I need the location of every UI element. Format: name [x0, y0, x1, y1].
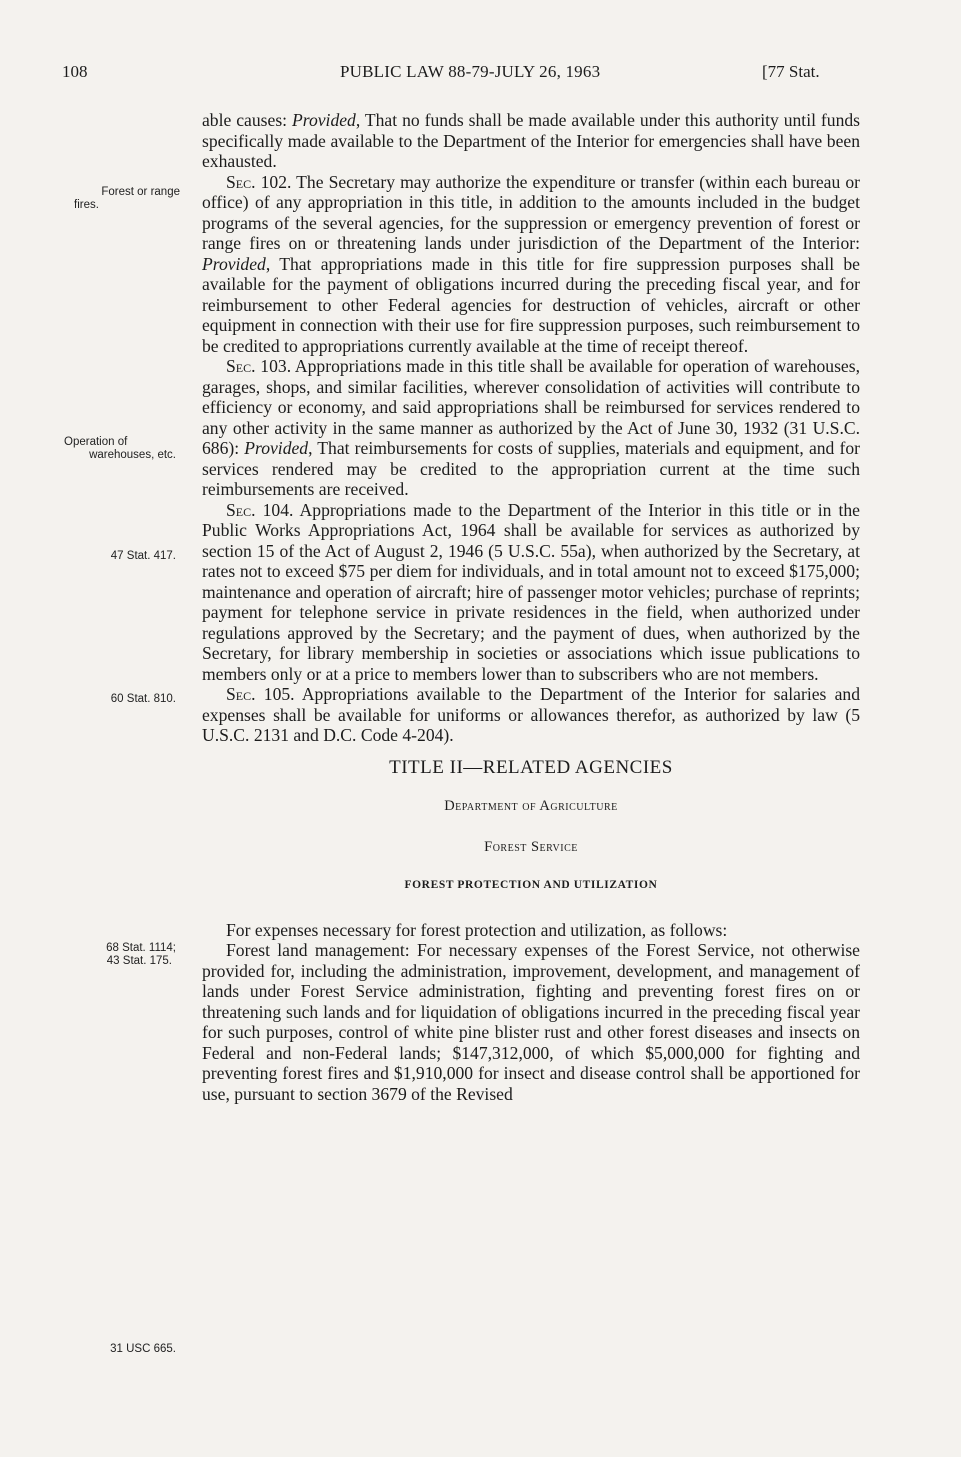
margin-note-47-stat: 47 Stat. 417. — [110, 550, 176, 562]
text: 104. Appropriations made to the Department of the Interior in this title or in the Public Works Appropriations Act, 1964 shall be available for services as authorized by section 15 of the Act of August 2, 1946 (5 U.S.C. 55a), when authorized by the Secretary, at rates not to exceed $75 per diem for individuals, and in total amount not to exceed $175,000; maintenance and operation of aircraft; hire of passenger motor vehicles; purchase of reprints; payment for telephone service in private residences in the field, when authorized under regulations approved by the Secretary; and the payment of dues, when authorized by the Secretary, for library membership in societies or associations which issue publications to members only or at a price to members lower than to subscribers who are not members. — [202, 499, 860, 684]
margin-note-line: Forest or range — [101, 186, 180, 198]
service-heading: Forest Service — [484, 838, 578, 855]
running-title: PUBLIC LAW 88-79-JULY 26, 1963 — [340, 62, 601, 81]
section-label: Sec. — [226, 499, 256, 520]
margin-note-68-stat — [16, 942, 176, 968]
paragraph-expenses: For expenses necessary for forest protection and utilization, as follows: — [226, 919, 728, 940]
page-header — [0, 62, 961, 88]
margin-note-60-stat: 60 Stat. 810. — [110, 693, 176, 705]
paragraph-forest-land-management: Forest land management: For necessary expenses of the Forest Service, not otherwise provided for, including the administration, improvement, development, and management of lands under Forest Service administration, fighting and preventing forest fires on or threatening such lands and for liquidation of obligations incurred in the preceding fiscal year for such purposes, control of white pine blister rust and other forest diseases and insects on Federal and non-Federal lands; $147,312,000, of which $5,000,000 for fighting and preventing forest fires and $1,910,000 for insect and disease control shall be apportioned for use, pursuant to section 3679 of the Revised — [202, 940, 860, 1104]
text: able causes: — [202, 110, 293, 130]
margin-note-line: 68 Stat. 1114; — [106, 942, 176, 954]
italic-text: Provided — [292, 110, 356, 130]
section-104 — [202, 500, 860, 685]
margin-note-line: warehouses, etc. — [89, 449, 176, 461]
subheading: FOREST PROTECTION AND UTILIZATION — [404, 879, 658, 891]
statute-reference: [77 Stat. — [762, 62, 820, 81]
section-label: Sec. — [226, 684, 256, 704]
paragraph-continuation — [202, 110, 860, 172]
page-number: 108 — [62, 62, 88, 81]
text: 102. The Secretary may authorize the expenditure or transfer (within each bureau or office) of any appropriation in this title, in addition to the amounts included in the budget programs of the several agencies, for the suppression or emergency prevention of forest or range fires on or threatening lands under jurisdiction of the Department of the Interior: — [202, 171, 860, 253]
text: , That appropriations made in this title for fire suppression purposes shall be available for the payment of obligations incurred during the preceding fiscal year, and for reimbursement to other Federal agencies for destruction of vehicles, aircraft or other equipment in connection with their use for fire suppression purposes, such reimbursement to be credited to appropriations currently available at the time of receipt thereof. — [202, 253, 860, 356]
section-label: Sec. — [226, 171, 256, 192]
margin-note-31-usc: 31 USC 665. — [110, 1343, 176, 1355]
section-105 — [202, 684, 860, 746]
margin-note-line: 43 Stat. 175. — [106, 955, 172, 967]
margin-note-line: fires. — [74, 199, 99, 211]
text: 103. Appropriations made in this title shall be available for operation of warehouses, garages, shops, and similar facilities, wherever consolidation of activities will contribute to efficiency or economy, and said appropriations shall be reimbursed for services rendered to any other activity in the same manner as authorized by the Act of June 30, 1932 (31 U.S.C. 686): — [202, 356, 860, 458]
margin-note-warehouses — [16, 436, 176, 462]
text: , That no funds shall be made available under this authority until funds specifically made available to the Department of the Interior for emergencies shall have been exhausted. — [202, 110, 861, 171]
title-heading: TITLE II—RELATED AGENCIES — [389, 756, 673, 778]
section-102 — [202, 172, 860, 357]
section-label: Sec. — [226, 356, 256, 376]
department-heading: Department of Agriculture — [444, 798, 618, 814]
text: , That reimbursements for costs of supplies, materials and equipment, and for services rendered may be credited to the appropriation current at the time such reimbursements are received. — [202, 438, 860, 499]
document-body — [202, 110, 860, 1104]
margin-note-line: Operation of — [64, 436, 128, 448]
section-103 — [202, 356, 860, 500]
text: 105. Appropriations available to the Department of the Interior for salaries and expenses shall be available for uniforms or allowances therefor, as authorized by law (5 U.S.C. 2131 and D.C. Code 4-204). — [202, 684, 860, 745]
italic-text: Provided — [244, 438, 309, 458]
italic-text: Provided — [202, 253, 266, 274]
margin-note-forest-fires — [20, 186, 180, 212]
